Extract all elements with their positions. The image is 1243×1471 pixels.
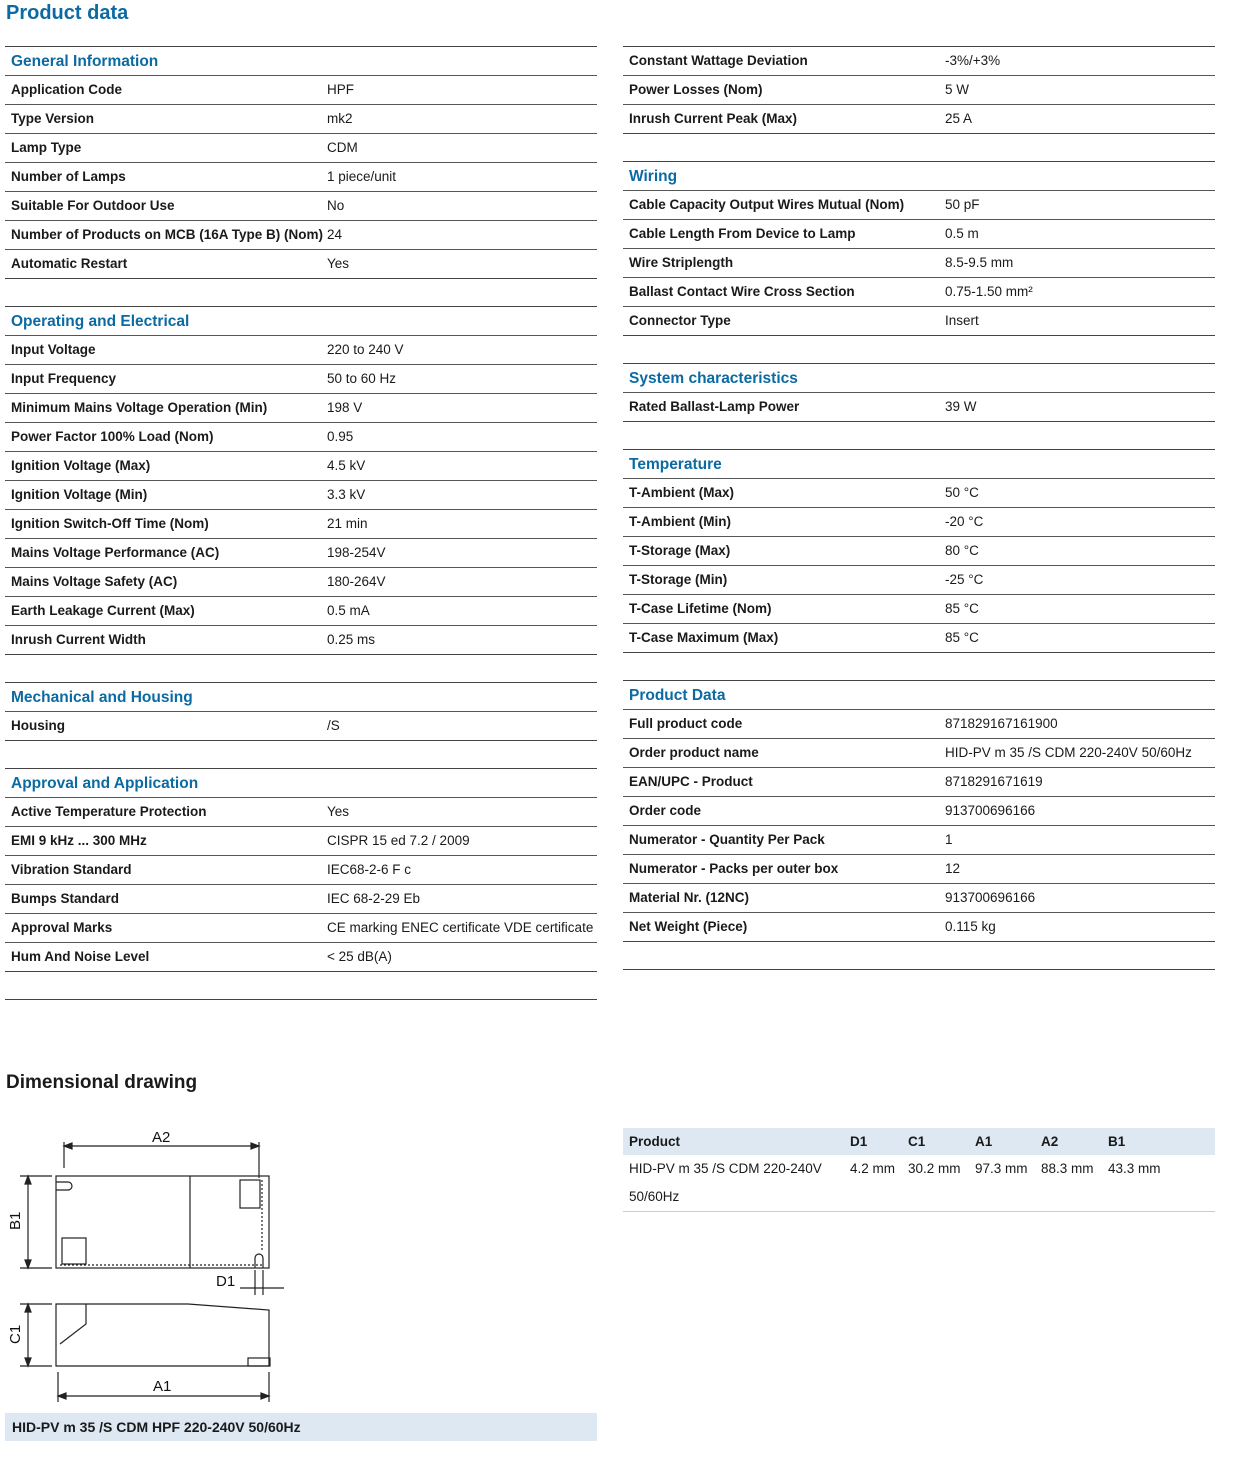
section-heading: Operating and Electrical (5, 306, 597, 335)
spec-label: Numerator - Packs per outer box (629, 861, 839, 876)
spec-row (5, 393, 597, 422)
page-title: Product data (6, 2, 129, 24)
spec-row (623, 536, 1215, 565)
spec-label: Housing (11, 718, 65, 733)
spec-value: 180-264V (327, 574, 386, 589)
dimensional-drawing (0, 1120, 300, 1410)
dimensions-table (623, 1128, 1215, 1212)
dim-label-b1: B1 (7, 1211, 24, 1230)
spec-row (623, 565, 1215, 594)
spec-row (623, 825, 1215, 854)
spec-label: T-Ambient (Max) (629, 485, 735, 500)
dim-header-b1: B1 (1102, 1128, 1215, 1155)
spec-row (623, 46, 1215, 75)
spec-row (623, 104, 1215, 133)
spec-value: mk2 (327, 111, 353, 126)
spec-row (5, 75, 597, 104)
spec-value: HID-PV m 35 /S CDM 220-240V 50/60Hz (945, 745, 1192, 760)
spec-label: Number of Products on MCB (16A Type B) (Nom) (11, 227, 324, 242)
spec-row (5, 596, 597, 625)
spec-row (623, 306, 1215, 335)
spec-label: Material Nr. (12NC) (629, 890, 750, 905)
spec-value: 24 (327, 227, 343, 242)
column-end-spacer (5, 971, 597, 999)
spec-value: 85 °C (945, 630, 979, 645)
spec-row (623, 883, 1215, 912)
dim-cell-d1: 4.2 mm (844, 1155, 902, 1212)
spec-row (5, 480, 597, 509)
spec-row (5, 335, 597, 364)
spec-label: EAN/UPC - Product (629, 774, 753, 789)
spec-value: 1 (945, 832, 953, 847)
section-spacer (623, 421, 1215, 449)
spec-label: Cable Length From Device to Lamp (629, 226, 856, 241)
section-spacer (5, 654, 597, 682)
spec-label: Ignition Voltage (Min) (11, 487, 148, 502)
spec-label: Connector Type (629, 313, 731, 328)
spec-label: T-Storage (Min) (629, 572, 728, 587)
dim-label-a1: A1 (153, 1378, 172, 1395)
spec-row (5, 133, 597, 162)
spec-value: 198 V (327, 400, 363, 415)
spec-value: No (327, 198, 345, 213)
dimensions-header-row (623, 1128, 1215, 1155)
spec-label: T-Case Maximum (Max) (629, 630, 779, 645)
spec-value: 8.5-9.5 mm (945, 255, 1014, 270)
dim-header-product: Product (623, 1128, 844, 1155)
spec-value: 80 °C (945, 543, 979, 558)
spec-row (623, 190, 1215, 219)
spec-value: CISPR 15 ed 7.2 / 2009 (327, 833, 470, 848)
spec-value: HPF (327, 82, 354, 97)
spec-label: Power Factor 100% Load (Nom) (11, 429, 214, 444)
spec-value: 25 A (945, 111, 973, 126)
section-heading: Approval and Application (5, 768, 597, 797)
section-spacer (5, 740, 597, 768)
spec-row (5, 249, 597, 278)
spec-row (623, 478, 1215, 507)
spec-row (5, 942, 597, 971)
dimensional-drawing-title: Dimensional drawing (6, 1072, 198, 1093)
spec-label: Earth Leakage Current (Max) (11, 603, 195, 618)
spec-label: Inrush Current Peak (Max) (629, 111, 798, 126)
spec-label: Net Weight (Piece) (629, 919, 748, 934)
spec-value: 0.95 (327, 429, 354, 444)
dim-header-d1: D1 (844, 1128, 902, 1155)
spec-value: < 25 dB(A) (327, 949, 392, 964)
spec-value: 85 °C (945, 601, 979, 616)
right-spec-column (623, 46, 1215, 970)
spec-value: 1 piece/unit (327, 169, 397, 184)
spec-value: CE marking ENEC certificate VDE certificate (327, 920, 594, 935)
spec-row (623, 75, 1215, 104)
dimensions-row (623, 1155, 1215, 1212)
spec-value: Insert (945, 313, 979, 328)
spec-label: Full product code (629, 716, 743, 731)
spec-label: Ballast Contact Wire Cross Section (629, 284, 855, 299)
section-spacer (623, 652, 1215, 680)
spec-label: T-Ambient (Min) (629, 514, 731, 529)
spec-label: Order product name (629, 745, 759, 760)
spec-row (5, 567, 597, 596)
spec-value: 220 to 240 V (327, 342, 404, 357)
spec-label: Constant Wattage Deviation (629, 53, 808, 68)
spec-value: 3.3 kV (327, 487, 366, 502)
spec-label: Lamp Type (11, 140, 82, 155)
spec-label: Mains Voltage Safety (AC) (11, 574, 178, 589)
section-heading: Mechanical and Housing (5, 682, 597, 711)
dim-header-c1: C1 (902, 1128, 969, 1155)
spec-label: Vibration Standard (11, 862, 132, 877)
spec-row (5, 364, 597, 393)
dim-cell-c1: 30.2 mm (902, 1155, 969, 1212)
spec-row (5, 884, 597, 913)
spec-row (623, 623, 1215, 652)
spec-row (5, 538, 597, 567)
section-heading: General Information (5, 46, 597, 75)
spec-row (5, 422, 597, 451)
spec-label: T-Case Lifetime (Nom) (629, 601, 772, 616)
spec-label: Rated Ballast-Lamp Power (629, 399, 800, 414)
spec-value: /S (327, 718, 340, 733)
spec-row (5, 855, 597, 884)
spec-label: Input Voltage (11, 342, 96, 357)
dim-label-d1: D1 (216, 1273, 236, 1290)
spec-value: 50 pF (945, 197, 980, 212)
spec-label: Input Frequency (11, 371, 117, 386)
spec-label: Type Version (11, 111, 95, 126)
spec-label: Approval Marks (11, 920, 113, 935)
spec-value: -20 °C (945, 514, 984, 529)
section-spacer (5, 278, 597, 306)
spec-label: Bumps Standard (11, 891, 120, 906)
dim-header-a1: A1 (969, 1128, 1035, 1155)
spec-row (5, 826, 597, 855)
spec-label: Active Temperature Protection (11, 804, 207, 819)
spec-label: Number of Lamps (11, 169, 126, 184)
spec-label: Cable Capacity Output Wires Mutual (Nom) (629, 197, 905, 212)
spec-value: 198-254V (327, 545, 386, 560)
section-spacer (623, 133, 1215, 161)
spec-label: Wire Striplength (629, 255, 734, 270)
spec-row (623, 738, 1215, 767)
drawing-caption: HID-PV m 35 /S CDM HPF 220-240V 50/60Hz (5, 1413, 597, 1441)
spec-row (623, 796, 1215, 825)
spec-value: 913700696166 (945, 890, 1036, 905)
spec-value: 50 to 60 Hz (327, 371, 397, 386)
section-heading: Wiring (623, 161, 1215, 190)
column-end-spacer (623, 941, 1215, 969)
spec-value: 0.25 ms (327, 632, 376, 647)
spec-row (623, 709, 1215, 738)
spec-label: Suitable For Outdoor Use (11, 198, 175, 213)
dim-cell-a2: 88.3 mm (1035, 1155, 1102, 1212)
spec-value: IEC68-2-6 F c (327, 862, 412, 877)
spec-label: T-Storage (Max) (629, 543, 731, 558)
spec-value: 5 W (945, 82, 970, 97)
column-end-rule (5, 999, 597, 1000)
dim-header-a2: A2 (1035, 1128, 1102, 1155)
dim-label-c1: C1 (7, 1324, 24, 1344)
spec-row (5, 162, 597, 191)
spec-row (623, 219, 1215, 248)
section-spacer (623, 335, 1215, 363)
column-end-rule (623, 969, 1215, 970)
section-heading: System characteristics (623, 363, 1215, 392)
spec-value: 8718291671619 (945, 774, 1043, 789)
spec-value: Yes (327, 256, 350, 271)
spec-value: -25 °C (945, 572, 984, 587)
spec-label: Mains Voltage Performance (AC) (11, 545, 220, 560)
spec-row (5, 625, 597, 654)
spec-label: Application Code (11, 82, 122, 97)
spec-row (623, 767, 1215, 796)
spec-label: Inrush Current Width (11, 632, 146, 647)
spec-value: 0.5 m (945, 226, 979, 241)
spec-value: 39 W (945, 399, 977, 414)
spec-value: 50 °C (945, 485, 979, 500)
section-heading: Product Data (623, 680, 1215, 709)
spec-label: Hum And Noise Level (11, 949, 150, 964)
spec-row (5, 913, 597, 942)
spec-value: 4.5 kV (327, 458, 366, 473)
spec-row (623, 912, 1215, 941)
spec-label: Minimum Mains Voltage Operation (Min) (11, 400, 268, 415)
spec-label: Ignition Switch-Off Time (Nom) (11, 516, 209, 531)
spec-row (5, 191, 597, 220)
spec-row (623, 248, 1215, 277)
spec-value: 0.115 kg (945, 919, 996, 934)
spec-value: 0.5 mA (327, 603, 370, 618)
spec-row (623, 854, 1215, 883)
spec-value: 871829167161900 (945, 716, 1058, 731)
spec-row (623, 507, 1215, 536)
spec-row (5, 220, 597, 249)
spec-label: Ignition Voltage (Max) (11, 458, 151, 473)
spec-value: -3%/+3% (945, 53, 1001, 68)
spec-label: EMI 9 kHz ... 300 MHz (11, 833, 147, 848)
spec-row (623, 392, 1215, 421)
spec-label: Power Losses (Nom) (629, 82, 763, 97)
dim-cell-b1: 43.3 mm (1102, 1155, 1215, 1212)
dim-cell-product: HID-PV m 35 /S CDM 220-240V 50/60Hz (623, 1155, 844, 1212)
section-heading: Temperature (623, 449, 1215, 478)
spec-value: 913700696166 (945, 803, 1036, 818)
spec-label: Automatic Restart (11, 256, 128, 271)
spec-value: 0.75-1.50 mm² (945, 284, 1033, 299)
spec-row (5, 104, 597, 133)
spec-value: Yes (327, 804, 350, 819)
spec-row (623, 594, 1215, 623)
spec-value: 21 min (327, 516, 368, 531)
dim-cell-a1: 97.3 mm (969, 1155, 1035, 1212)
dim-label-a2: A2 (152, 1129, 171, 1146)
spec-label: Numerator - Quantity Per Pack (629, 832, 825, 847)
spec-row (5, 451, 597, 480)
spec-row (5, 797, 597, 826)
spec-value: 12 (945, 861, 961, 876)
left-spec-column (5, 46, 597, 1000)
spec-row (5, 711, 597, 740)
spec-row (623, 277, 1215, 306)
spec-row (5, 509, 597, 538)
spec-value: CDM (327, 140, 358, 155)
spec-label: Order code (629, 803, 702, 818)
spec-value: IEC 68-2-29 Eb (327, 891, 421, 906)
